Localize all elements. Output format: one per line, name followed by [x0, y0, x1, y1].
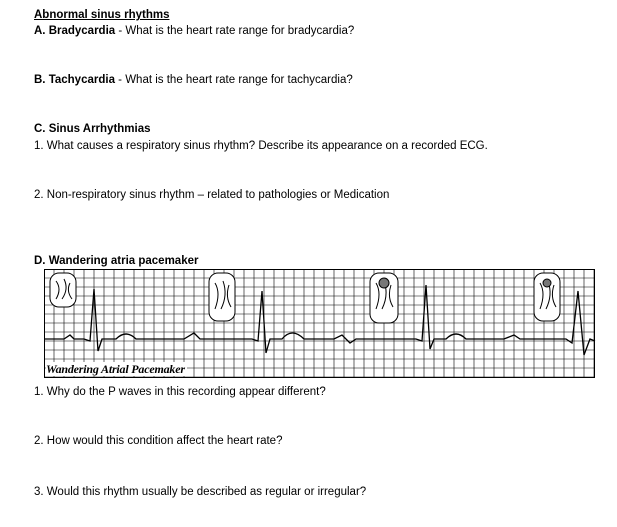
heart-icon — [370, 273, 398, 323]
question-bradycardia — [34, 24, 354, 38]
heart-icon — [50, 273, 76, 307]
page-title: Abnormal sinus rhythms — [34, 9, 170, 21]
bradycardia-question-text: - What is the heart rate range for bradycardia? — [115, 25, 355, 37]
question-heart-rate-effect: 2. How would this condition affect the heart rate? — [34, 435, 283, 447]
section-sinus-arrhythmias-heading: C. Sinus Arrhythmias — [34, 123, 151, 135]
question-non-respiratory-sinus: 2. Non-respiratory sinus rhythm – related to pathologies or Medication — [34, 189, 390, 201]
ecg-grid — [44, 269, 594, 377]
bradycardia-label: A. Bradycardia — [34, 25, 116, 37]
tachycardia-label: B. Tachycardia — [34, 74, 115, 86]
question-tachycardia — [34, 73, 353, 87]
question-p-waves: 1. Why do the P waves in this recording appear different? — [34, 386, 326, 398]
question-respiratory-sinus: 1. What causes a respiratory sinus rhythm? Describe its appearance on a recorded ECG. — [34, 140, 488, 152]
tachycardia-question-text: - What is the heart rate range for tachycardia? — [114, 74, 353, 86]
question-regular-irregular: 3. Would this rhythm usually be described as regular or irregular? — [34, 486, 367, 498]
heart-icons — [50, 273, 560, 323]
heart-icon — [534, 273, 560, 321]
heart-icon — [209, 273, 235, 321]
ecg-trace — [44, 285, 595, 355]
section-wandering-pacemaker-heading: D. Wandering atria pacemaker — [34, 255, 199, 267]
ecg-caption: Wandering Atrial Pacemaker — [46, 362, 185, 376]
